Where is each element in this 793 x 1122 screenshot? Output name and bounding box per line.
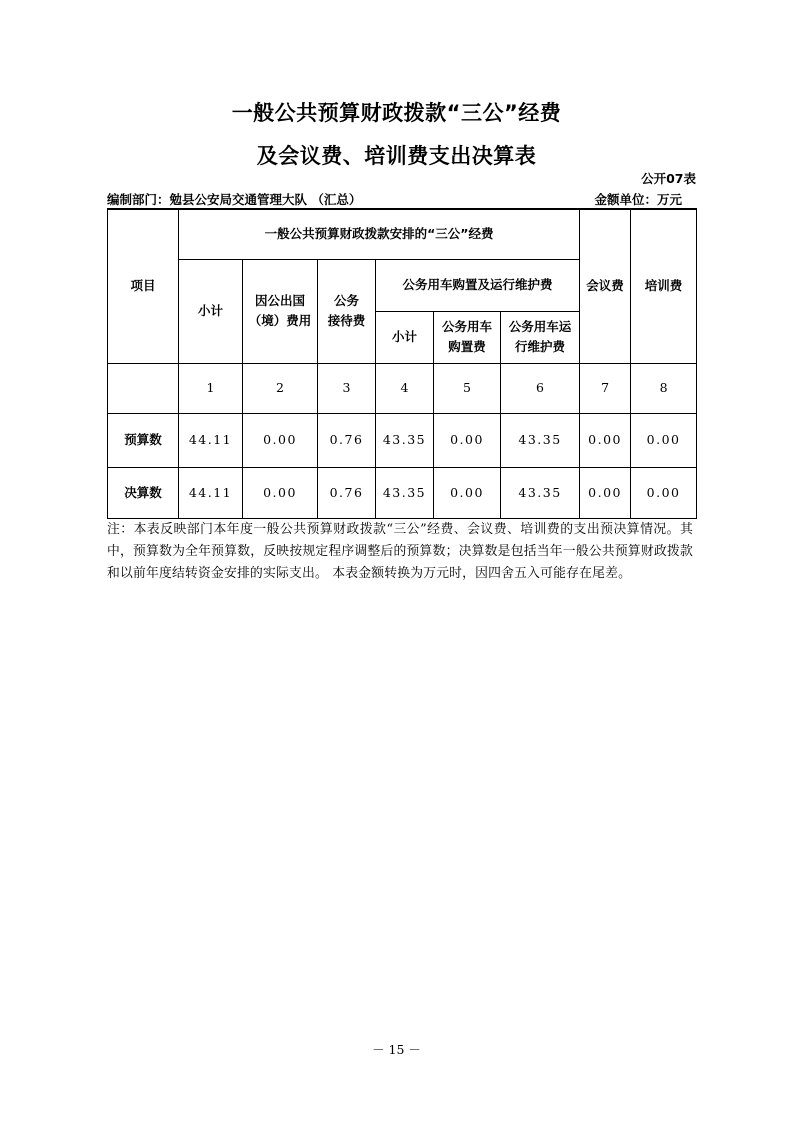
header-abroad-line2: （境）费用 — [248, 313, 312, 328]
cell-value: 0.76 — [318, 467, 376, 518]
column-number: 1 — [179, 363, 243, 413]
header-reception — [318, 259, 376, 363]
table-code: 公开07表 — [641, 171, 696, 186]
cell-value: 0.76 — [318, 413, 376, 467]
column-number: 3 — [318, 363, 376, 413]
header-vehicle-subtotal: 小计 — [376, 311, 434, 363]
header-abroad — [243, 259, 318, 363]
row-label: 预算数 — [108, 413, 179, 467]
cell-value: 0.00 — [243, 413, 318, 467]
header-abroad-line1: 因公出国 — [254, 293, 305, 308]
header-reception-line1: 公务 — [333, 293, 359, 308]
cell-value: 0.00 — [580, 467, 631, 518]
header-item: 项目 — [108, 209, 179, 363]
header-san-gong-group: 一般公共预算财政拨款安排的“三公”经费 — [179, 209, 580, 259]
header-vehicle-operation-line2: 行维护费 — [515, 339, 566, 354]
column-number: 7 — [580, 363, 631, 413]
column-number: 2 — [243, 363, 318, 413]
cell-value: 43.35 — [376, 467, 434, 518]
column-number: 8 — [631, 363, 697, 413]
cell-value: 0.00 — [243, 467, 318, 518]
footnote: 注：本表反映部门本年度一般公共预算财政拨款“三公”经费、会议费、培训费的支出预决算情况。其中，预算数为全年预算数，反映按规定程序调整后的预算数；决算数是包括当年一般公共预算财政拨款和以前年度结转资金安排的实际支出。 本表金额转换为万元时，因四舍五入可能存在尾差。 — [107, 522, 693, 581]
header-vehicle-purchase — [434, 311, 501, 363]
page-subtitle: 及会议费、培训费支出决算表 — [256, 144, 537, 168]
table-row — [108, 467, 697, 518]
header-vehicle-operation-line1: 公务用车运 — [508, 319, 572, 334]
column-number-row — [108, 363, 697, 413]
cell-value: 0.00 — [631, 467, 697, 518]
row-label: 决算数 — [108, 467, 179, 518]
cell-value: 0.00 — [631, 413, 697, 467]
cell-value: 43.35 — [501, 467, 580, 518]
table-row — [108, 413, 697, 467]
cell-value: 43.35 — [501, 413, 580, 467]
column-number-blank — [108, 363, 179, 413]
column-number: 5 — [434, 363, 501, 413]
header-vehicle-purchase-line1: 公务用车 — [441, 319, 492, 334]
header-training: 培训费 — [631, 209, 697, 363]
cell-value: 44.11 — [179, 467, 243, 518]
header-subtotal: 小计 — [179, 259, 243, 363]
department-label: 编制部门：勉县公安局交通管理大队 （汇总） — [107, 192, 362, 207]
cell-value: 0.00 — [434, 467, 501, 518]
cell-value: 0.00 — [434, 413, 501, 467]
page-title: 一般公共预算财政拨款“三公”经费 — [231, 101, 562, 125]
page-number: － 15 － — [372, 1042, 421, 1057]
unit-label: 金额单位：万元 — [594, 192, 682, 207]
header-vehicle-purchase-line2: 购置费 — [448, 339, 486, 354]
cell-value: 43.35 — [376, 413, 434, 467]
header-vehicle-operation — [501, 311, 580, 363]
column-number: 4 — [376, 363, 434, 413]
cell-value: 44.11 — [179, 413, 243, 467]
cell-value: 0.00 — [580, 413, 631, 467]
expenditure-table — [107, 208, 697, 519]
column-number: 6 — [501, 363, 580, 413]
header-vehicle-group: 公务用车购置及运行维护费 — [376, 259, 580, 311]
header-meeting: 会议费 — [580, 209, 631, 363]
header-reception-line2: 接待费 — [327, 313, 366, 328]
